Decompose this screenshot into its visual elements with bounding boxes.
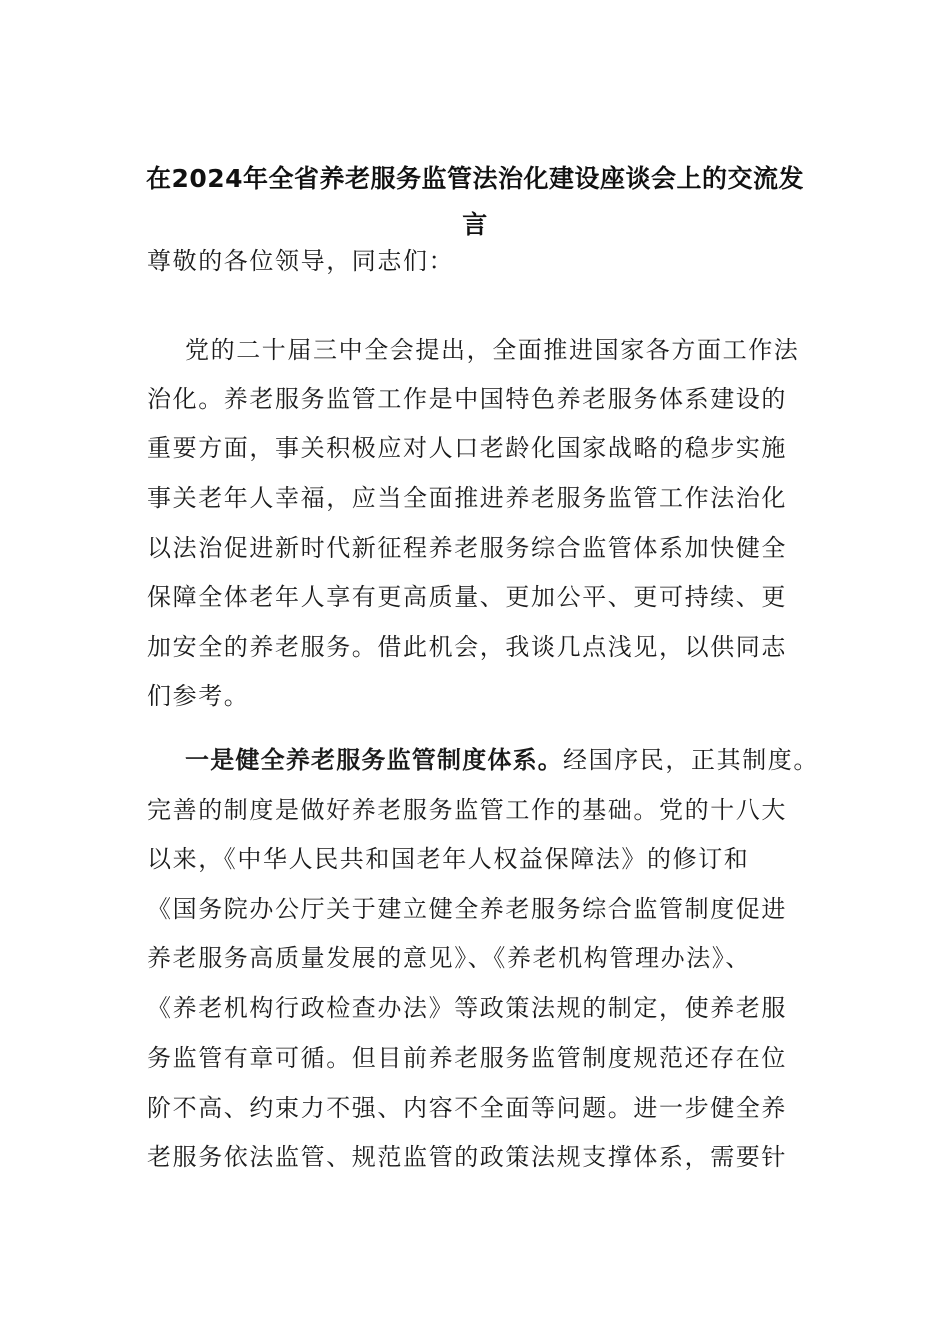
intro-line: 以法治促进新时代新征程养老服务综合监管体系加快健全 [147,534,787,562]
section-1-first-line [185,745,819,775]
intro-line: 党的二十届三中全会提出，全面推进国家各方面工作法 [185,336,800,364]
section-1-line: 以来，《中华人民共和国老年人权益保障法》的修订和 [147,845,750,873]
salutation: 尊敬的各位领导，同志们： [147,247,455,275]
intro-line: 保障全体老年人享有更高质量、更加公平、更可持续、更 [147,583,787,611]
intro-line: 重要方面，事关积极应对人口老龄化国家战略的稳步实施 [147,434,787,462]
section-1-line: 养老服务高质量发展的意见》、《养老机构管理办法》、 [147,944,751,972]
intro-line: 们参考。 [147,682,250,710]
document-title-line-2: 言 [462,210,488,239]
section-1-heading: 一是健全养老服务监管制度体系。 [185,746,563,774]
intro-line: 加安全的养老服务。借此机会，我谈几点浅见，以供同志 [147,633,787,661]
intro-line: 治化。养老服务监管工作是中国特色养老服务体系建设的 [147,385,787,413]
intro-line: 事关老年人幸福，应当全面推进养老服务监管工作法治化 [147,484,787,512]
section-1-line: 《养老机构行政检查办法》等政策法规的制定，使养老服 [147,994,787,1022]
section-1-line: 老服务依法监管、规范监管的政策法规支撑体系，需要针 [147,1143,787,1171]
section-1-line: 《国务院办公厅关于建立健全养老服务综合监管制度促进 [147,895,787,923]
section-1-first-line-rest: 经国序民，正其制度。 [563,746,819,774]
section-1-line: 阶不高、约束力不强、内容不全面等问题。进一步健全养 [147,1094,787,1122]
section-1-line: 完善的制度是做好养老服务监管工作的基础。党的十八大 [147,796,787,824]
section-1-line: 务监管有章可循。但目前养老服务监管制度规范还存在位 [147,1044,787,1072]
document-title-line-1: 在2024年全省养老服务监管法治化建设座谈会上的交流发 [145,164,805,193]
